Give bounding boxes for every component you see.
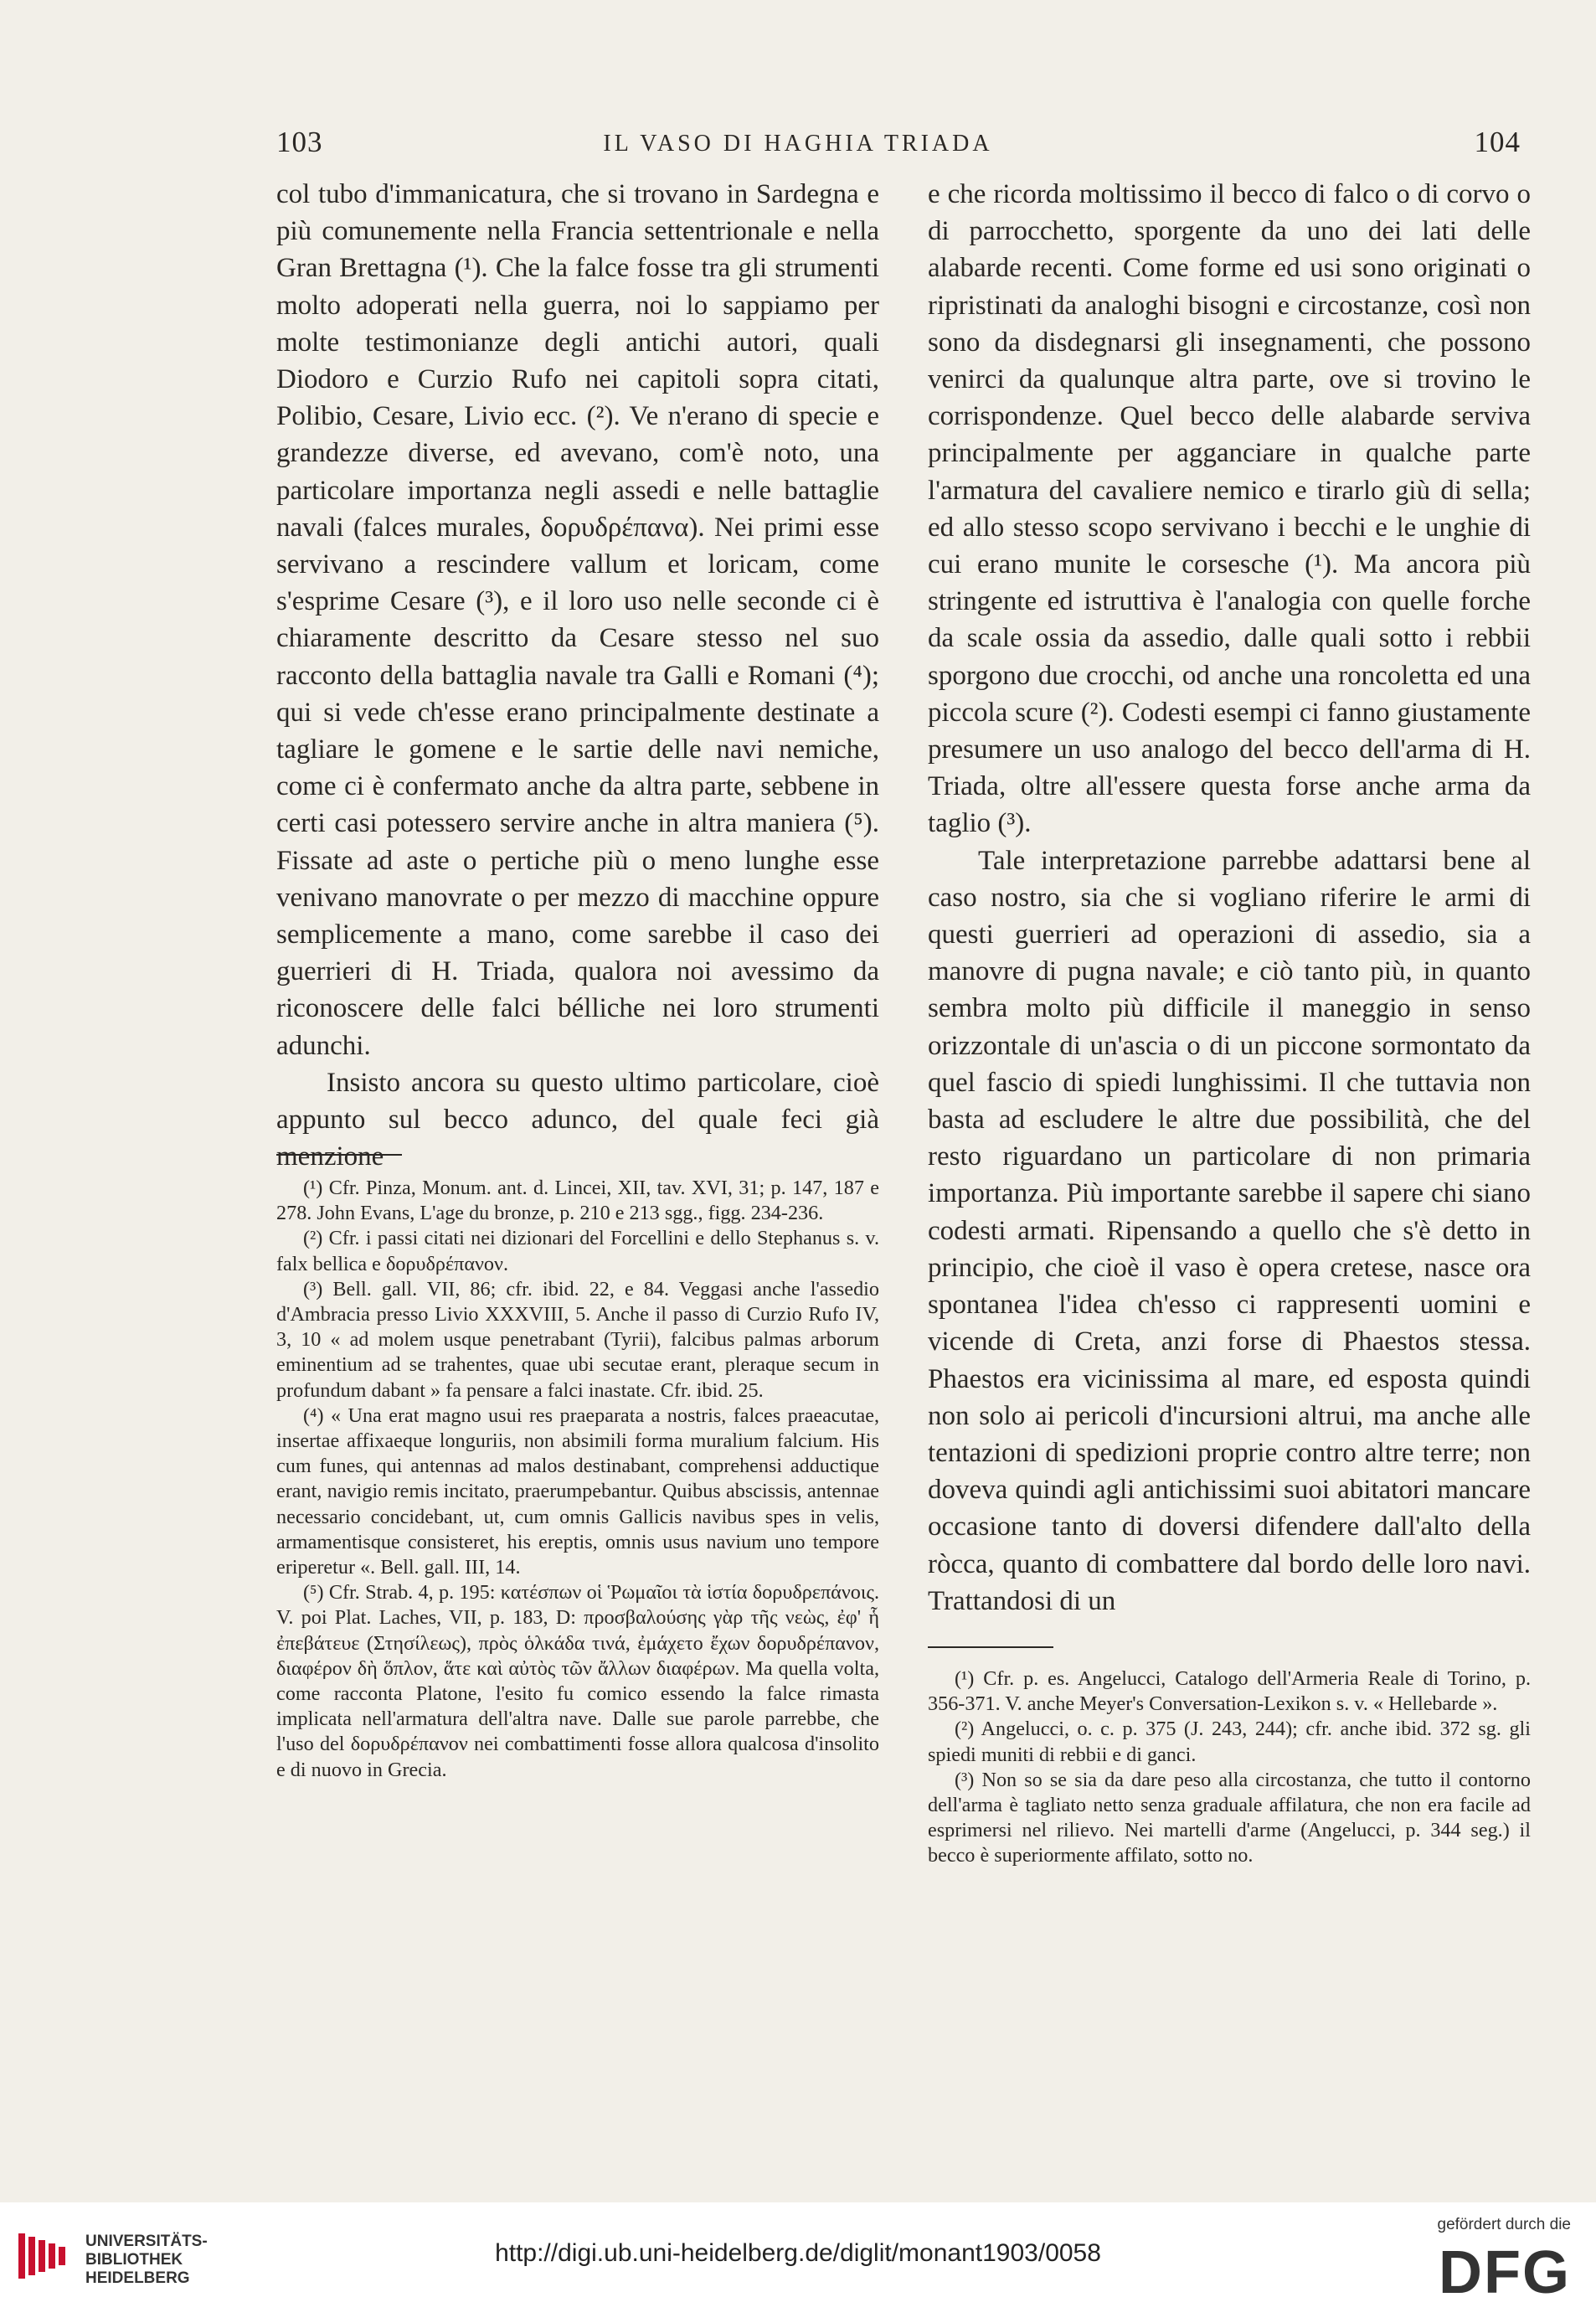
library-name-line: HEIDELBERG (85, 2269, 190, 2287)
left-footnotes (276, 1176, 879, 1783)
footnote-separator (928, 1646, 1053, 1648)
footnote: (⁵) Cfr. Strab. 4, p. 195: κατέσπων οἱ Ῥωμαῖοι τὰ ἱστία δορυδρεπάνοις. V. poi Plat. Laches, VII, p. 183, D: προσβαλούσης γὰρ τῆς νεὼς, ἐφ' ἧ ἐπεβάτευε (Στησίλεως), πρὸς ὁλκάδα τινά, ἐμάχετο ἔχων δορυδρέπανον, διαφέρον δὴ ὅπλον, ἅτε καὶ αὐτὸς τῶν ἄλλων διαφέρων. Ma quella volta, come racconta Platone, l'esito fu comico essendo la falce rimasta implicata nell'armatura dell'altra nave. Dalle sue parole parrebbe, che l'uso del δορυδρέπανον nei combattimenti fosse allora qualcosa d'insolito e di nuovo in Grecia. (276, 1581, 879, 1781)
left-column (276, 176, 879, 1175)
body-paragraph: Insisto ancora su questo ultimo particolare, cioè appunto sul becco adunco, del quale feci già menzione (276, 1067, 879, 1172)
page-number-right: 104 (1474, 126, 1521, 158)
body-paragraph: Tale interpretazione parrebbe adattarsi bene al caso nostro, sia che si vogliano riferire le armi di questi guerrieri ad operazioni di assedio, sia a manovre di pugna navale; e ciò tanto più, in quanto sembra molto più difficile il maneggio in senso orizzontale di un'ascia o di un piccone sormontato da quel fascio di spiedi lunghissimi. Il che tuttavia non basta ad escludere le altre due possibilità, che del resto riguardano un particolare di non primaria importanza. Più importante sarebbe il sapere chi siano codesti armati. Ripensando a quello che s'è detto in principio, che cioè il vaso è opera cretese, nasce ora spontanea l'idea ch'esso ci rappresenti uomini e vicende di Creta, anzi forse di Phaestos stessa. Phaestos era vicinissima al mare, ed esposta quindi non solo ai pericoli d'incursioni altrui, ma anche alle tentazioni di spedizioni proprie contro altre terre; non doveva quindi agli antichissimi suoi abitatori mancare occasione tanto di doversi difendere dall'alto della ròcca, quanto di combattere dal bordo delle loro navi. Trattandosi di un (928, 845, 1531, 1616)
footnote: (²) Angelucci, o. c. p. 375 (J. 243, 244); cfr. anche ibid. 372 sg. gli spiedi muniti di rebbii e di ganci. (928, 1718, 1531, 1766)
body-paragraph: e che ricorda moltissimo il becco di falco o di corvo o di parrocchetto, sporgente da uno dei lati delle alabarde recenti. Come forme ed usi sono originati o ripristinati da analoghi bisogni e circostanze, così non sono da disdegnarsi gli insegnamenti, che possono venirci da qualunque altra parte, ove si trovino le corrispondenze. Quel becco delle alabarde serviva principalmente per agganciare in qualche parte l'armatura del cavaliere nemico e tirarlo giù di sella; ed allo stesso scopo servivano i becchi e le unghie di cui erano munite le corsesche (¹). Ma ancora più stringente ed istruttiva è l'analogia con quelle forche da scale ossia da assedio, dalle quali sotto i rebbii sporgono due crocchi, od anche una roncoletta ed una piccola scure (²). Codesti esempi ci fanno giustamente presumere un uso analogo del becco dell'arma di H. Triada, oltre all'essere questa forse anche arma da taglio (³). (928, 179, 1531, 839)
source-url-link[interactable]: http://digi.ub.uni-heidelberg.de/diglit/monant1903/0058 (495, 2239, 1101, 2267)
footnote-separator (276, 1154, 402, 1156)
running-title: IL VASO DI HAGHIA TRIADA (603, 131, 993, 157)
footnote: (⁴) « Una erat magno usui res praeparata a nostris, falces praeacutae, insertae affixaeque longuriis, non absimili forma muralium falcium. His cum funes, qui antennas ad malos destinabant, comprehensi adductique erant, navigio remis incitato, praerumpebantur. Quibus abscissis, antennae necessario concidebant, ut, cum omnis Gallicis navibus spes in velis, armamentisque consisteret, his ereptis, omnis usus navium uno tempore eriperetur «. Bell. gall. III, 14. (276, 1404, 879, 1579)
footnote: (³) Bell. gall. VII, 86; cfr. ibid. 22, e 84. Veggasi anche l'assedio d'Ambracia presso Livio XXXVIII, 5. Anche il passo di Curzio Rufo IV, 3, 10 « ad molem usque penetrabant (Tyrii), falcibus palmas arborum eminentium ad se trahentes, quae ubi secutae erant, pleraque secum in profundum dabant » fa pensare a falci inastate. Cfr. ibid. 25. (276, 1277, 879, 1402)
footnote: (³) Non so se sia da dare peso alla circostanza, che tutto il contorno dell'arma è tagliato netto senza graduale affilatura, che non era facile ad esprimersi nel rilievo. Nei martelli d'arme (Angelucci, p. 344 seg.) il becco è superiormente affilato, sotto no. (928, 1768, 1531, 1867)
right-column (928, 176, 1531, 1620)
library-name-line: UNIVERSITÄTS- (85, 2233, 208, 2250)
footnote: (¹) Cfr. p. es. Angelucci, Catalogo dell'Armeria Reale di Torino, p. 356-371. V. anche Meyer's Conversation-Lexikon s. v. « Hellebarde ». (928, 1667, 1531, 1716)
library-name-line: BIBLIOTHEK (85, 2251, 183, 2269)
dfg-logo: DFG (1439, 2239, 1571, 2306)
footnote: (²) Cfr. i passi citati nei dizionari del Forcellini e dello Stephanus s. v. falx bellica e δορυδρέπανον. (276, 1227, 879, 1275)
page-number-left: 103 (276, 126, 323, 158)
footnote: (¹) Cfr. Pinza, Monum. ant. d. Lincei, XII, tav. XVI, 31; p. 147, 187 e 278. John Evans, L'age du bronze, p. 210 e 213 sgg., figg. 234-236. (276, 1177, 879, 1225)
body-paragraph: col tubo d'immanicatura, che si trovano in Sardegna e più comunemente nella Francia settentrionale e nella Gran Brettagna (¹). Che la falce fosse tra gli strumenti molto adoperati nella guerra, noi lo sappiamo per molte testimonianze degli antichi autori, quali Diodoro e Curzio Rufo nei capitoli sopra citati, Polibio, Cesare, Livio ecc. (²). Ve n'erano di specie e grandezze diverse, ed avevano, com'è noto, una particolare importanza negli assedi e nelle battaglie navali (falces murales, δορυδρέπανα). Nei primi esse servivano a rescindere vallum et loricam, come s'esprime Cesare (³), e il loro uso nelle seconde ci è chiaramente descritto da Cesare stesso nel suo racconto della battaglia navale tra Galli e Romani (⁴); qui si vede ch'esse erano principalmente destinate a tagliare le gomene e le sartie delle navi nemiche, come ci è confermato anche da altra parte, sebbene in certi casi potessero servire anche in altra maniera (⁵). Fissate ad aste o pertiche più o meno lunghe esse venivano manovrate o per mezzo di macchine oppure semplicemente a mano, come sarebbe il caso dei guerrieri di H. Triada, qualora noi avessimo da riconoscere delle falci bélliche nei loro strumenti adunchi. (276, 179, 879, 1061)
funding-caption: gefördert durch die (1437, 2216, 1571, 2233)
right-footnotes (928, 1666, 1531, 1869)
